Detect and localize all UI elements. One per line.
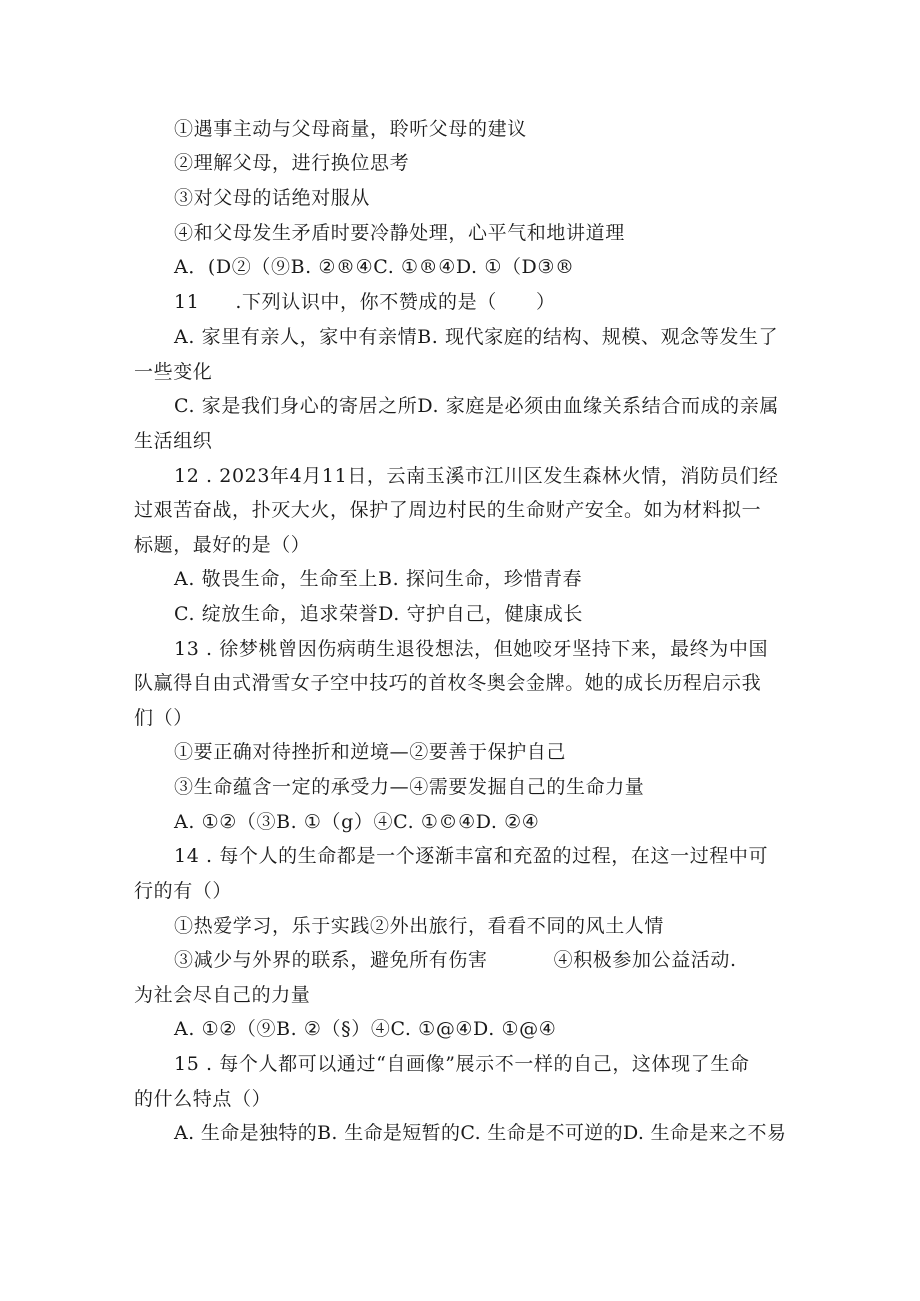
q10-option-1: ①遇事主动与父母商量，聆听父母的建议: [174, 118, 527, 140]
q12-choices-cd: C. 绽放生命，追求荣誉D. 守护自己，健康成长: [174, 603, 583, 625]
q11-stem: .下列认识中，你不赞成的是（ ）: [235, 291, 556, 313]
q14-option-4-cont: 为社会尽自己的力量: [134, 984, 311, 1006]
q14-option-4: ④积极参加公益活动.: [553, 949, 737, 971]
q13-stem-line3: 们（）: [134, 707, 193, 729]
q11-choices-ab: A. 家里有亲人，家中有亲情B. 现代家庭的结构、规模、观念等发生了: [174, 326, 779, 348]
q14-option-3: ③减少与外界的联系，避免所有伤害: [174, 949, 488, 971]
q13-options-12: ①要正确对待挫折和逆境—②要善于保护自己: [174, 741, 567, 763]
q10-option-2: ②理解父母，进行换位思考: [174, 152, 410, 174]
q12-stem-line2: 过艰苦奋战，扑灭大火，保护了周边村民的生命财产安全。如为材料拟一: [134, 499, 762, 521]
q15-answer-choices: A. 生命是独特的B. 生命是短暂的C. 生命是不可逆的D. 生命是来之不易: [174, 1122, 787, 1144]
q15-stem-line2: 的什么特点（）: [134, 1088, 272, 1110]
q12-stem-line1: 12 . 2023年4月11日，云南玉溪市江川区发生森林火情，消防员们经: [174, 465, 779, 487]
q13-options-34: ③生命蕴含一定的承受力—④需要发掘自己的生命力量: [174, 776, 645, 798]
q13-answer-choices: A. ①②（③B. ①（g）④C. ①©④D. ②④: [174, 811, 540, 833]
q14-options-12: ①热爱学习，乐于实践②外出旅行，看看不同的风土人情: [174, 915, 665, 937]
q11-choices-cd: C. 家是我们身心的寄居之所D. 家庭是必须由血缘关系结合而成的亲属: [174, 395, 779, 417]
q15-stem-line1: 15 . 每个人都可以通过“自画像”展示不一样的自己，这体现了生命: [174, 1053, 750, 1075]
q11-question: [174, 290, 556, 314]
q10-answer-choices: A．(D②（⑨B. ②®④C. ①®④D. ①（D③®: [174, 256, 575, 278]
q12-choices-ab: A. 敬畏生命，生命至上B. 探问生命，珍惜青春: [174, 568, 583, 590]
q10-option-3: ③对父母的话绝对服从: [174, 187, 371, 209]
q13-stem-line2: 队赢得自由式滑雪女子空中技巧的首枚冬奥会金牌。她的成长历程启示我: [134, 672, 762, 694]
q13-stem-line1: 13 . 徐梦桃曾因伤病萌生退役想法，但她咬牙坚持下来，最终为中国: [174, 638, 769, 660]
q11-choices-ab-cont: 一些变化: [134, 361, 213, 383]
q14-stem-line1: 14 . 每个人的生命都是一个逐渐丰富和充盈的过程，在这一过程中可: [174, 845, 769, 867]
q14-options-34: [174, 948, 737, 972]
q10-option-4: ④和父母发生矛盾时要冷静处理，心平气和地讲道理: [174, 222, 625, 244]
q12-stem-line3: 标题，最好的是（）: [134, 534, 311, 556]
q14-stem-line2: 行的有（）: [134, 880, 233, 902]
q11-number: 11: [174, 291, 200, 313]
q11-choices-cd-cont: 生活组织: [134, 430, 213, 452]
q14-answer-choices: A. ①②（⑨B. ②（§）④C. ①@④D. ①@④: [174, 1018, 557, 1040]
